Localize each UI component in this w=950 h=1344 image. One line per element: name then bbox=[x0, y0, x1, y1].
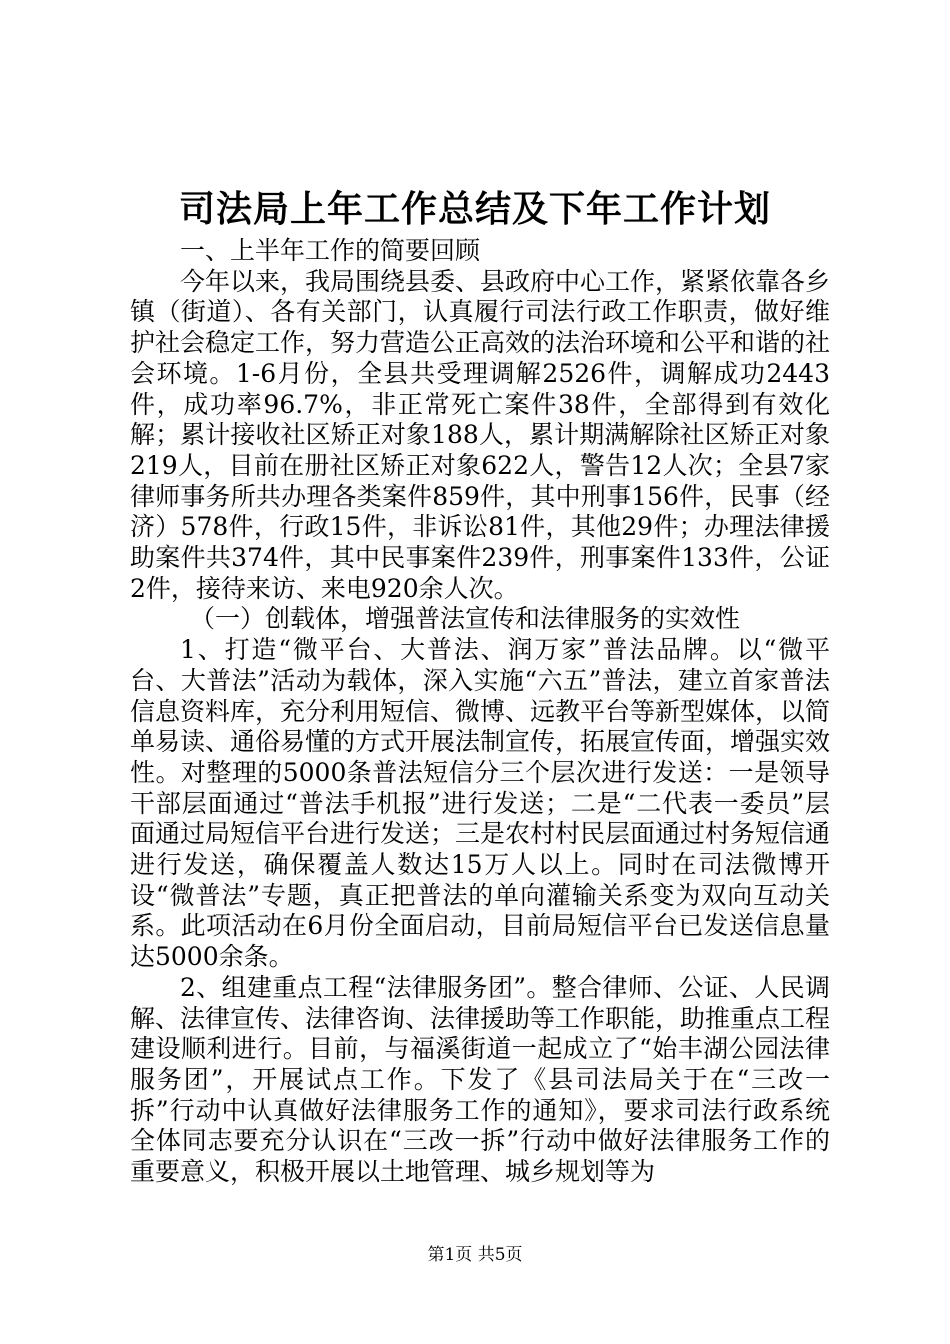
body-paragraph: 2、组建重点工程“法律服务团”。整合律师、公证、人民调解、法律宣传、法律咨询、法律援助等工作职能，助推重点工程建设顺利进行。目前，与福溪街道一起成立了“始丰湖公园法律服务团”，开展试点工作。下发了《县司法局关于在“三改一拆”行动中认真做好法律服务工作的通知》，要求司法行政系统全体同志要充分认识在“三改一拆”行动中做好法律服务工作的重要意义，积极开展以土地管理、城乡规划等为 bbox=[130, 972, 831, 1187]
document-title: 司法局上年工作总结及下年工作计划 bbox=[178, 188, 771, 230]
document-body bbox=[130, 236, 830, 1188]
body-paragraph: 1、打造“微平台、大普法、润万家”普法品牌。以“微平台、大普法”活动为载体，深入实施“六五”普法，建立首家普法信息资料库，充分利用短信、微博、远教平台等新型媒体，以简单易读、通俗易懂的方式开展法制宣传，拓展宣传面，增强实效性。对整理的5000条普法短信分三个层次进行发送：一是领导干部层面通过“普法手机报”进行发送；二是“二代表一委员”层面通过局短信平台进行发送；三是农村村民层面通过村务短信通进行发送，确保覆盖人数达15万人以上。同时在司法微博开设“微普法”专题，真正把普法的单向灌输关系变为双向互动关系。此项活动在6月份全面启动，目前局短信平台已发送信息量达5000余条。 bbox=[130, 635, 831, 972]
section-heading: 一、上半年工作的简要回顾 bbox=[180, 236, 481, 265]
body-paragraph: 今年以来，我局围绕县委、县政府中心工作，紧紧依靠各乡镇（街道）、各有关部门，认真履行司法行政工作职责，做好维护社会稳定工作，努力营造公正高效的法治环境和公平和谐的社会环境。1-6月份，全县共受理调解2526件，调解成功2443件，成功率96.7%，非正常死亡案件38件，全部得到有效化解；累计接收社区矫正对象188人，累计期满解除社区矫正对象219人，目前在册社区矫正对象622人，警告12人次；全县7家律师事务所共办理各类案件859件，其中刑事156件，民事（经济）578件，行政15件，非诉讼81件，其他29件；办理法律援助案件共374件，其中民事案件239件，刑事案件133件，公证2件，接待来访、来电920余人次。 bbox=[130, 266, 831, 603]
page-number-footer: 第1页 共5页 bbox=[427, 1245, 523, 1265]
subsection-heading: （一）创载体，增强普法宣传和法律服务的实效性 bbox=[190, 604, 741, 634]
